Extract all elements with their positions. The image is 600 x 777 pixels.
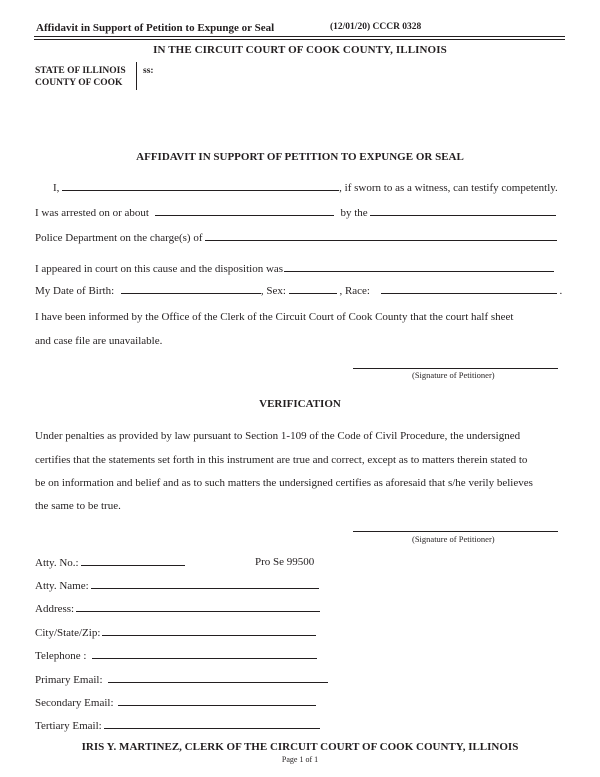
secondary-email-row bbox=[35, 695, 316, 710]
arresting-agency-field[interactable] bbox=[370, 205, 556, 216]
tertiary-email-label: Tertiary Email: bbox=[35, 720, 102, 732]
atty-name-row bbox=[35, 578, 319, 593]
primary-email-label: Primary Email: bbox=[35, 674, 103, 686]
informed-line-1: I have been informed by the Office of the Clerk of the Circuit Court of Cook County that the court half sheet bbox=[35, 311, 514, 323]
petitioner-signature-line[interactable] bbox=[353, 368, 558, 369]
atty-no-field[interactable] bbox=[81, 555, 185, 566]
header-rule-thin bbox=[34, 39, 565, 40]
disposition-field[interactable] bbox=[284, 261, 554, 272]
atty-name-field[interactable] bbox=[91, 578, 319, 589]
clerk-footer: IRIS Y. MARTINEZ, CLERK OF THE CIRCUIT COURT OF COOK COUNTY, ILLINOIS bbox=[81, 741, 519, 753]
verification-line-4: the same to be true. bbox=[35, 500, 121, 512]
telephone-label: Telephone : bbox=[35, 650, 87, 662]
primary-email-field[interactable] bbox=[108, 672, 328, 683]
address-label: Address: bbox=[35, 603, 75, 615]
venue-state: STATE OF ILLINOIS bbox=[35, 66, 126, 76]
venue-ss: ss: bbox=[143, 66, 154, 76]
arrest-date-field[interactable] bbox=[155, 205, 334, 216]
charge-line bbox=[35, 230, 557, 245]
telephone-field[interactable] bbox=[92, 648, 317, 659]
venue-county: COUNTY OF COOK bbox=[35, 78, 123, 88]
arrest-line bbox=[35, 205, 556, 220]
affiant-name-field[interactable] bbox=[62, 180, 339, 191]
city-field[interactable] bbox=[102, 625, 316, 636]
sex-label: , Sex: bbox=[260, 285, 286, 297]
race-field[interactable] bbox=[381, 283, 557, 294]
verification-line-2: certifies that the statements set forth in this instrument are true and correct, except as to matters therein stated to bbox=[35, 454, 528, 466]
address-field[interactable] bbox=[76, 601, 320, 612]
verification-line-3: be on information and belief and as to such matters the undersigned certifies as aforesaid that s/he verily believes bbox=[35, 477, 533, 489]
page-number: Page 1 of 1 bbox=[281, 755, 319, 764]
city-row bbox=[35, 625, 316, 640]
verification-line-1: Under penalties as provided by law pursuant to Section 1-109 of the Code of Civil Procedure, the undersigned bbox=[35, 430, 521, 442]
venue-bracket bbox=[136, 62, 137, 90]
dob-field[interactable] bbox=[121, 283, 261, 294]
race-label: , Race: bbox=[339, 285, 370, 297]
city-label: City/State/Zip: bbox=[35, 627, 101, 639]
tertiary-email-field[interactable] bbox=[104, 718, 320, 729]
verification-heading: VERIFICATION bbox=[259, 398, 341, 410]
affiant-suffix: , if sworn to as a witness, can testify competently. bbox=[339, 182, 558, 194]
form-title: Affidavit in Support of Petition to Expunge or Seal bbox=[36, 22, 275, 34]
sex-field[interactable] bbox=[289, 283, 337, 294]
secondary-email-field[interactable] bbox=[118, 695, 316, 706]
secondary-email-label: Secondary Email: bbox=[35, 697, 114, 709]
charge-label: Police Department on the charge(s) of bbox=[35, 232, 203, 244]
venue-block bbox=[35, 65, 126, 89]
demographics-end: . bbox=[559, 285, 563, 297]
atty-name-label: Atty. Name: bbox=[35, 580, 89, 592]
arrest-date-label: I was arrested on or about bbox=[35, 207, 149, 219]
court-name: IN THE CIRCUIT COURT OF COOK COUNTY, ILLINOIS bbox=[153, 44, 447, 56]
header-rule bbox=[34, 36, 565, 37]
affiant-prefix: I, bbox=[53, 182, 60, 194]
affiant-line bbox=[53, 180, 558, 195]
verification-signature-label: (Signature of Petitioner) bbox=[412, 534, 495, 544]
atty-no-row bbox=[35, 555, 185, 570]
dob-label: My Date of Birth: bbox=[35, 285, 115, 297]
telephone-row bbox=[35, 648, 317, 663]
arrest-by-label: by the bbox=[340, 207, 368, 219]
form-code: (12/01/20) CCCR 0328 bbox=[330, 22, 422, 32]
pro-se-number: Pro Se 99500 bbox=[255, 556, 315, 568]
disposition-label: I appeared in court on this cause and the disposition was bbox=[35, 263, 284, 275]
tertiary-email-row bbox=[35, 718, 320, 733]
petitioner-signature-label: (Signature of Petitioner) bbox=[412, 370, 495, 380]
primary-email-row bbox=[35, 672, 328, 687]
atty-no-label: Atty. No.: bbox=[35, 557, 79, 569]
affidavit-heading: AFFIDAVIT IN SUPPORT OF PETITION TO EXPUNGE OR SEAL bbox=[136, 151, 464, 163]
charge-field[interactable] bbox=[205, 230, 557, 241]
demographics-line bbox=[35, 283, 562, 298]
informed-line-2: and case file are unavailable. bbox=[35, 335, 163, 347]
address-row bbox=[35, 601, 320, 616]
disposition-line bbox=[35, 261, 554, 276]
verification-signature-line[interactable] bbox=[353, 531, 558, 532]
